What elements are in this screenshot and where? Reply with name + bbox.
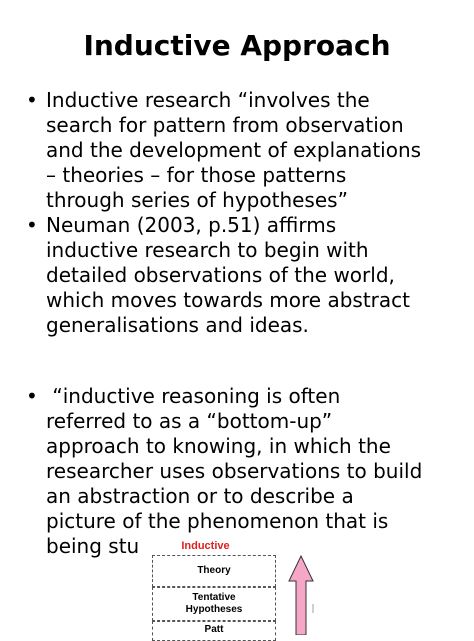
bullet-item-3 bbox=[26, 384, 451, 559]
bullet-line: referred to as a “bottom-up” bbox=[46, 409, 333, 433]
bullet-item-2 bbox=[26, 213, 451, 338]
bullet-line: Neuman (2003, p.51) affirms bbox=[46, 213, 337, 237]
bullet-dot: • bbox=[26, 384, 38, 408]
bullet-item-1 bbox=[26, 88, 451, 213]
bullet-line: “inductive reasoning is often bbox=[46, 384, 341, 408]
diagram-box-pattern: Patt bbox=[152, 621, 276, 641]
bullet-line: Inductive research “involves the bbox=[46, 88, 370, 112]
diagram-title: Inductive bbox=[181, 540, 230, 552]
diagram-box-line: Tentative bbox=[192, 592, 236, 603]
bullet-line: and the development of explanations bbox=[46, 138, 422, 162]
bullet-line: picture of the phenomenon that is bbox=[46, 509, 389, 533]
bullet-list bbox=[26, 88, 451, 559]
diagram-box-tentative-hypotheses bbox=[152, 587, 276, 621]
divider-mark bbox=[312, 604, 314, 613]
diagram-box-line: Hypotheses bbox=[185, 604, 243, 615]
bullet-dot: • bbox=[26, 88, 38, 112]
up-arrow-icon bbox=[288, 555, 314, 635]
bullet-dot: • bbox=[26, 213, 38, 237]
bullet-line: through series of hypotheses” bbox=[46, 188, 348, 212]
slide-title: Inductive Approach bbox=[83, 29, 391, 62]
bullet-line: which moves towards more abstract bbox=[46, 288, 410, 312]
bullet-line: detailed observations of the world, bbox=[46, 263, 395, 287]
bullet-line: inductive research to begin with bbox=[46, 238, 369, 262]
bullet-line: researcher uses observations to build bbox=[46, 459, 423, 483]
bullet-line: an abstraction or to describe a bbox=[46, 484, 354, 508]
bullet-line: search for pattern from observation bbox=[46, 113, 404, 137]
bullet-line: being stu bbox=[46, 534, 140, 558]
diagram-box-theory: Theory bbox=[152, 555, 276, 587]
inductive-diagram bbox=[148, 536, 328, 635]
bullet-line: generalisations and ideas. bbox=[46, 313, 309, 337]
bullet-line: – theories – for those patterns bbox=[46, 163, 347, 187]
bullet-line: approach to knowing, in which the bbox=[46, 434, 391, 458]
